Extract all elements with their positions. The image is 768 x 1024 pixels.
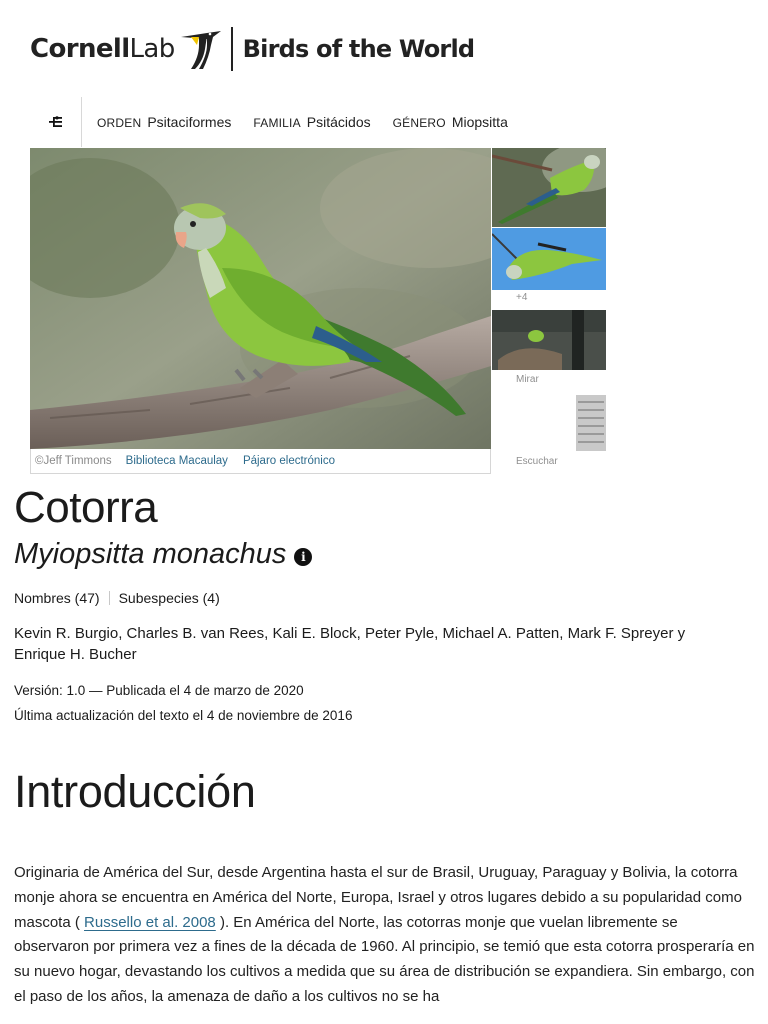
thumbnail-video[interactable] (492, 310, 606, 392)
macaulay-library-link[interactable]: Biblioteca Macaulay (125, 455, 228, 467)
tree-icon (48, 115, 64, 129)
species-scientific-name: Myiopsitta monachus (14, 538, 287, 570)
photo-caption (30, 449, 491, 474)
site-header[interactable] (30, 26, 474, 72)
media-gallery (30, 148, 606, 474)
listen-label: Escuchar (516, 456, 558, 467)
taxonomy-genus-key: GÉNERO (392, 116, 446, 130)
cornell-lab-logo-icon (177, 27, 225, 71)
taxonomy-family[interactable] (253, 114, 370, 130)
more-photos-count: +4 (516, 292, 528, 303)
taxonomy-order[interactable] (97, 114, 231, 130)
intro-text-start: Originaria de América del Sur, desde Argentina hasta el sur de Brasil, Uruguay, Paraguay y Bolivia, la cotorra monje ahora se encuentra en América del Norte, Europa, Israel y otros lugares debido a su popularidad como mascota ( (14, 864, 742, 931)
photo-credit: ©Jeff Timmons (35, 455, 112, 467)
authors-list: Kevin R. Burgio, Charles B. van Rees, Kali E. Block, Peter Pyle, Michael A. Patten, Mark F. Spreyer y Enrique H. Bucher (14, 625, 686, 663)
watch-label: Mirar (516, 374, 539, 385)
thumbnail-photo-2[interactable] (492, 228, 606, 310)
logo-cornell-text: Cornell (30, 34, 130, 64)
names-link[interactable]: Nombres (47) (14, 590, 100, 606)
taxonomy-family-value[interactable]: Psitácidos (306, 114, 371, 130)
introduction-paragraph (14, 861, 756, 1010)
video-thumbnail-image (492, 310, 606, 370)
scientific-name-row (14, 538, 312, 571)
logo-lab-text: Lab (129, 34, 175, 64)
taxonomy-order-value[interactable]: Psitaciformes (147, 114, 232, 130)
species-common-name: Cotorra (14, 483, 158, 532)
version-info: Versión: 1.0 — Publicada el 4 de marzo de 2020 (14, 683, 304, 698)
parrot-thumbnail-image (492, 228, 606, 290)
taxonomy-toggle-button[interactable] (30, 97, 82, 147)
introduction-heading: Introducción (14, 766, 256, 817)
ebird-link[interactable]: Pájaro electrónico (242, 455, 335, 467)
last-updated-info: Última actualización del texto el 4 de noviembre de 2016 (14, 708, 353, 723)
taxonomy-order-key: ORDEN (97, 116, 142, 130)
spectrogram-thumbnail-image (492, 392, 606, 454)
taxonomy-genus-value[interactable]: Miopsitta (451, 114, 508, 130)
divider (109, 591, 110, 605)
taxonomy-bar (30, 97, 606, 147)
name-links (14, 590, 220, 606)
citation-link[interactable]: Russello et al. 2008 (84, 913, 216, 931)
parrot-photo-image (30, 148, 491, 449)
hero-photo[interactable] (30, 148, 491, 449)
taxonomy-family-key: FAMILIA (253, 116, 301, 130)
site-title: Birds of the World (242, 35, 475, 63)
info-icon[interactable]: i (294, 548, 312, 566)
intro-text-end: ). En América del Norte, las cotorras monje que vuelan libremente se observaron por primera vez a fines de la década de 1960. Al principio, se temió que esta cotorra prosperaría en su nuevo hogar, devastando los cultivos a medida que su área de distribución se expandiera. Sin embargo, con el paso de los años, la amenaza de daño a los cultivos no se ha (14, 913, 755, 1005)
logo-divider (231, 27, 233, 71)
subspecies-link[interactable]: Subespecies (4) (118, 590, 220, 606)
thumbnail-photo-1[interactable] (492, 148, 606, 227)
thumbnail-audio[interactable] (492, 392, 606, 474)
taxonomy-genus[interactable] (393, 114, 508, 130)
parrot-thumbnail-image (492, 148, 606, 227)
